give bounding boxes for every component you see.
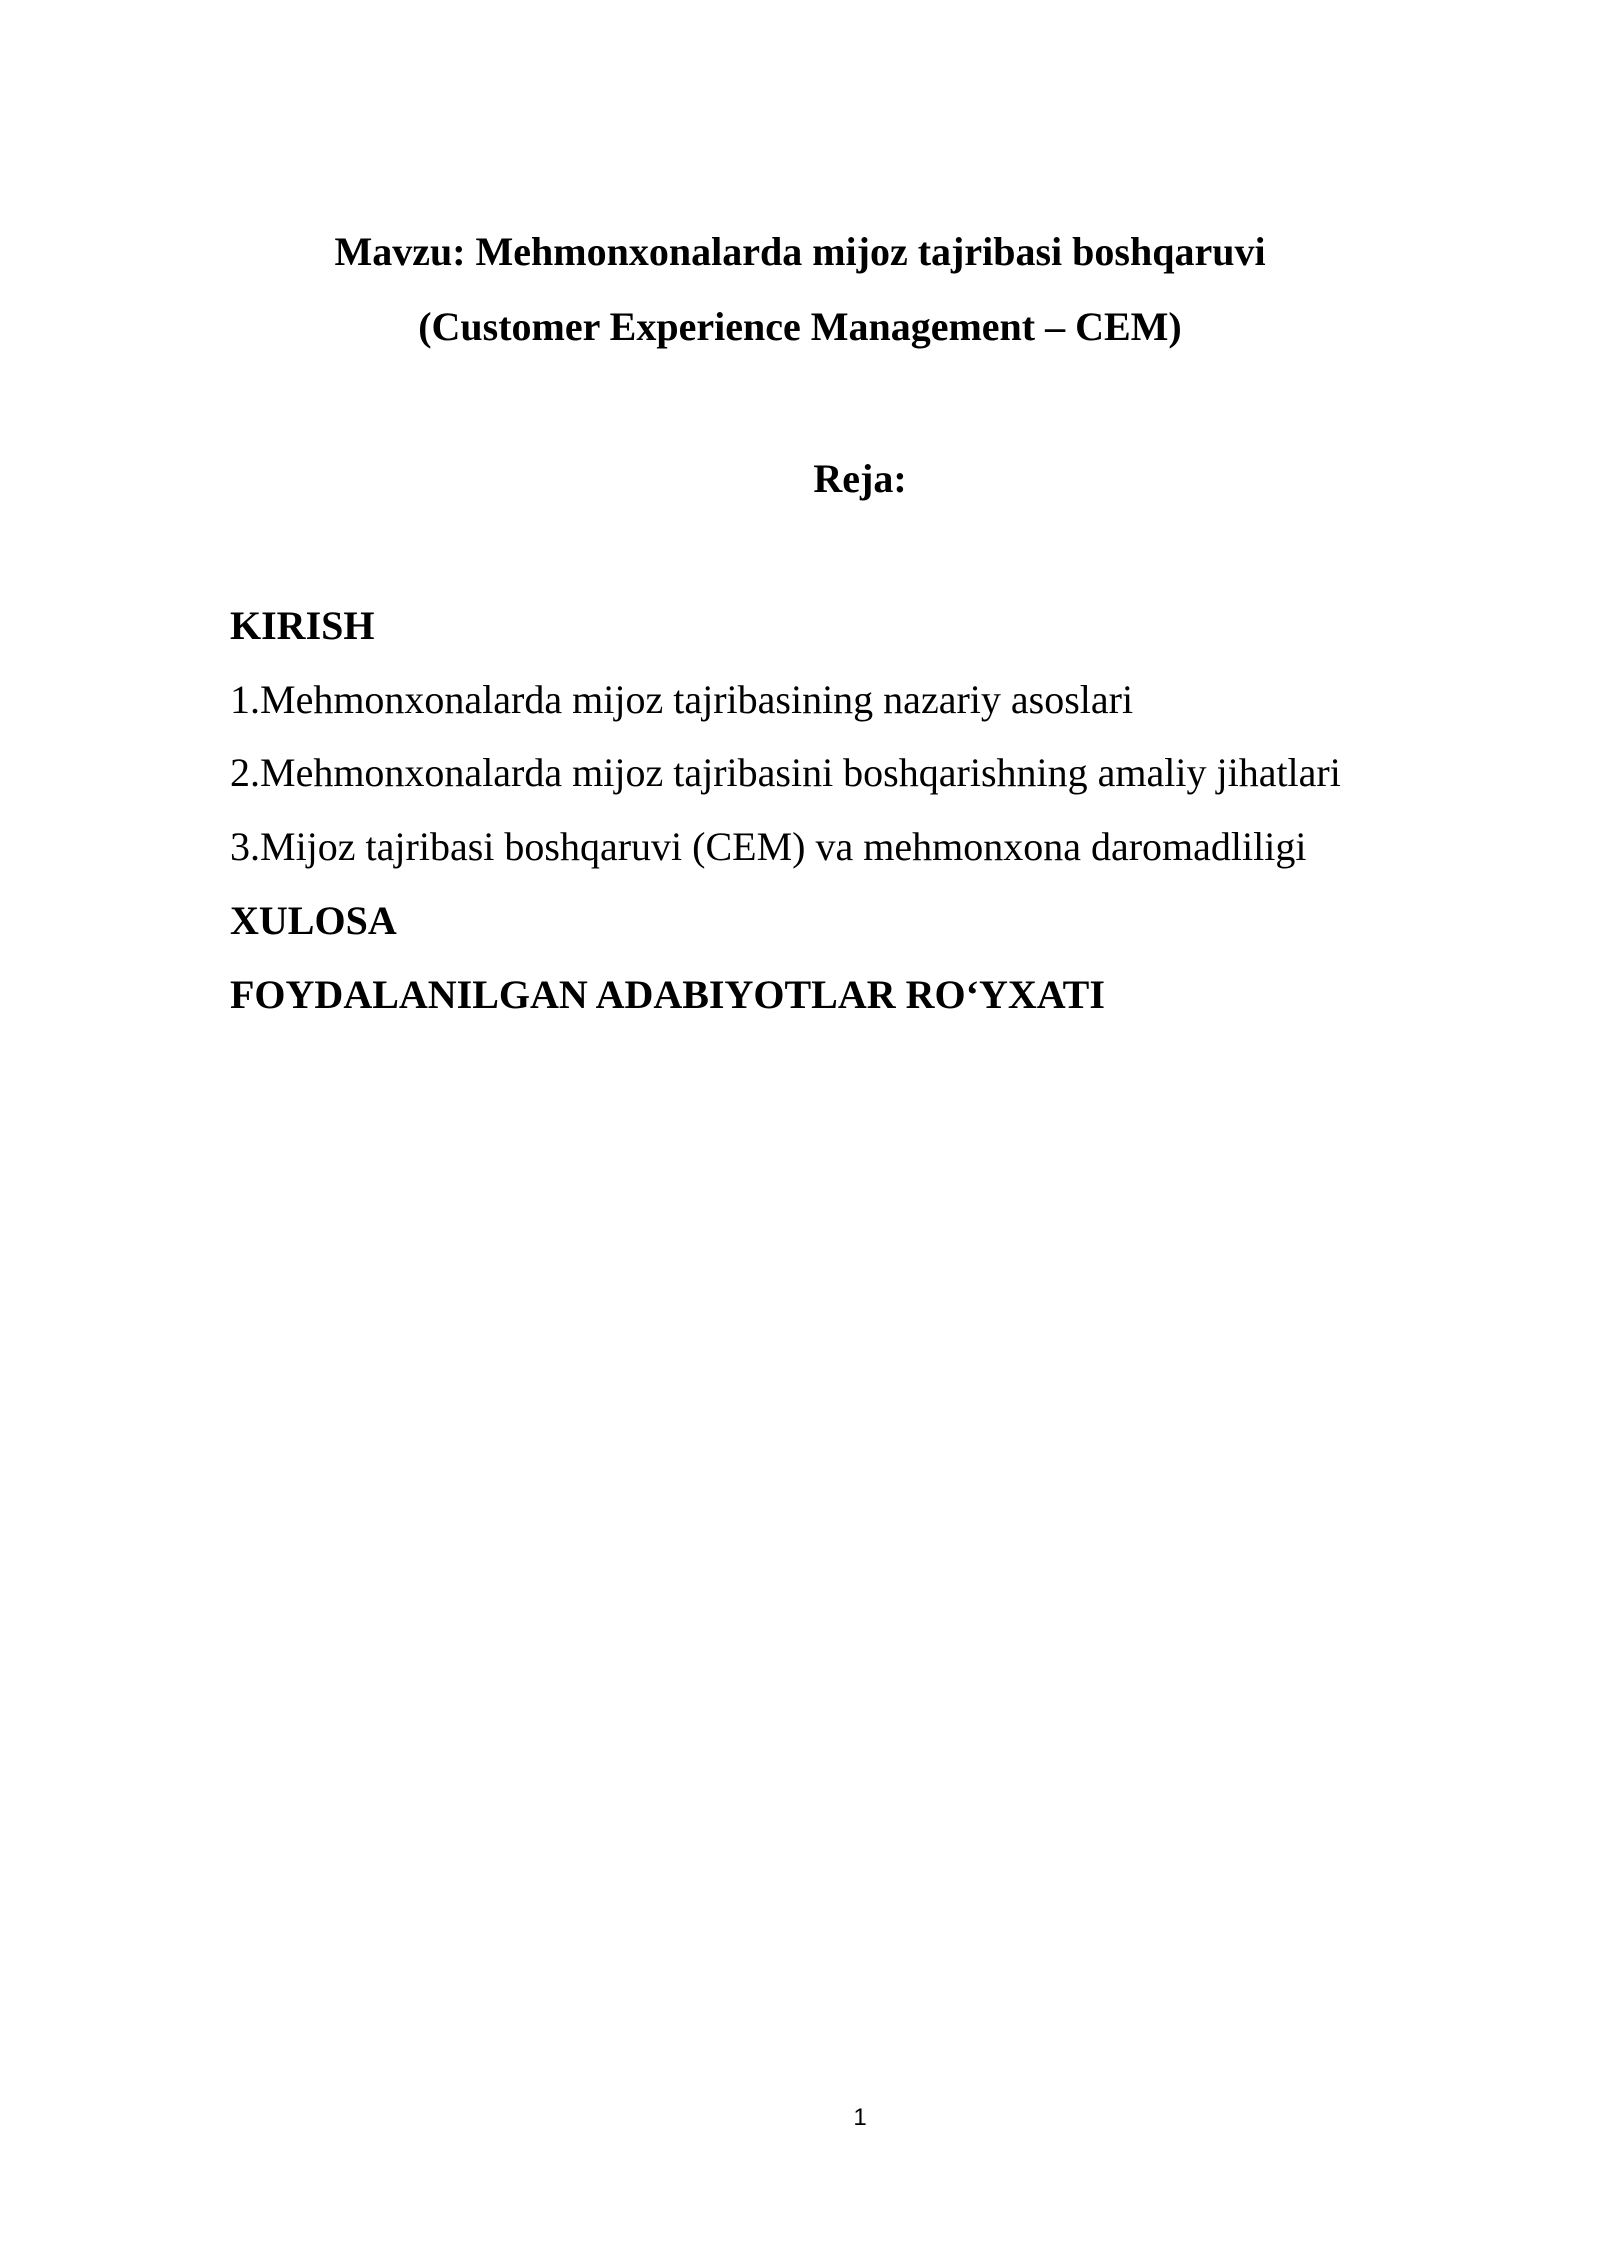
contents-item-2: 2.Mehmonxonalarda mijoz tajribasini boshqarishning amaliy jihatlari [230, 750, 1341, 795]
contents-conclusion: XULOSA [230, 898, 397, 943]
contents-references: FOYDALANILGAN ADABIYOTLAR RO‘YXATI [230, 972, 1105, 1017]
topic-title-line-1: Mavzu: Mehmonxonalarda mijoz tajribasi boshqaruvi [334, 229, 1266, 274]
topic-title-line-2: (Customer Experience Management – CEM) [418, 304, 1182, 349]
contents-item-1: 1.Mehmonxonalarda mijoz tajribasining nazariy asoslari [230, 677, 1134, 722]
plan-heading: Reja: [813, 456, 907, 501]
contents-intro: KIRISH [230, 603, 375, 648]
page-number: 1 [853, 2104, 867, 2131]
contents-item-3: 3.Mijoz tajribasi boshqaruvi (CEM) va mehmonxona daromadliligi [230, 824, 1307, 869]
